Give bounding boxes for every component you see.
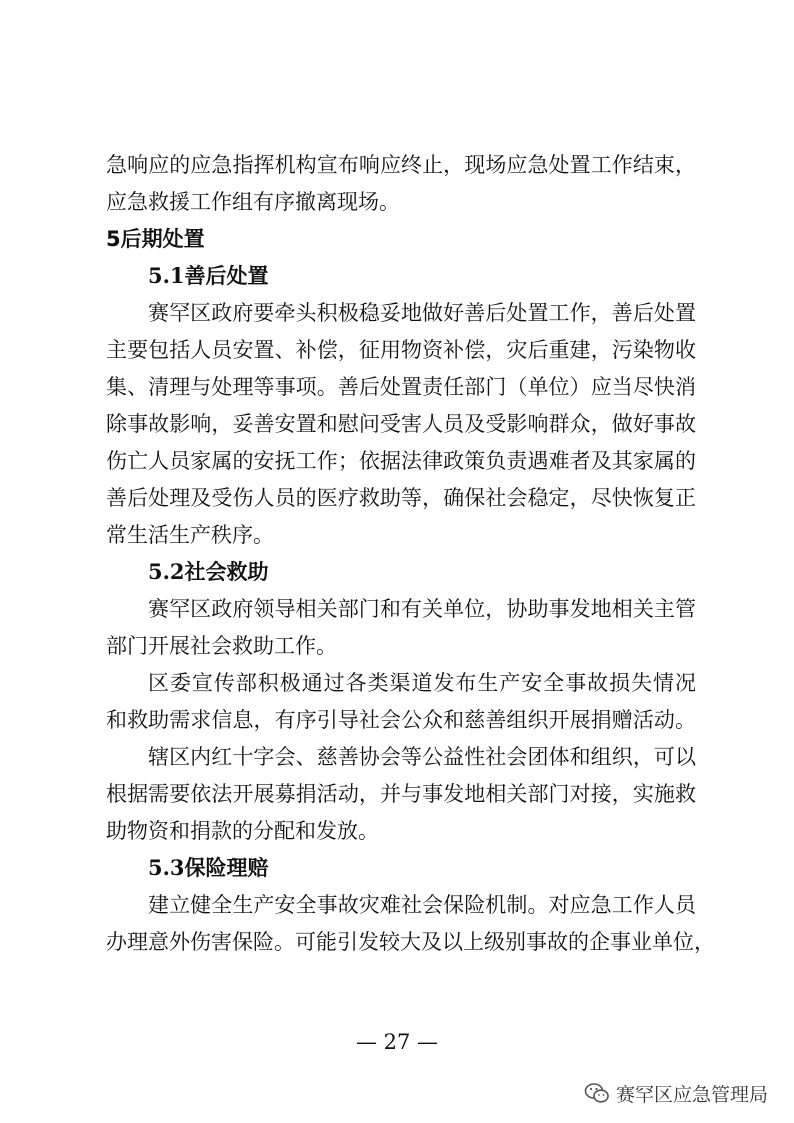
page-number: — 27 — — [355, 1030, 439, 1054]
subsection-heading: 5.3保险理赔 — [148, 855, 269, 880]
body-line: 办理意外伤害保险。可能引发较大及以上级别事故的企事业单位， — [106, 930, 715, 954]
body-line: 应急救援工作组有序撤离现场。 — [106, 190, 400, 214]
section-heading: 5后期处置 — [106, 227, 205, 251]
watermark-text: 赛罕区应急管理局 — [615, 1083, 768, 1106]
body-line: 助物资和捐款的分配和发放。 — [106, 819, 379, 843]
body-line: 建立健全生产安全事故灾难社会保险机制。对应急工作人员 — [148, 893, 696, 917]
body-line: 急响应的应急指挥机构宣布响应终止，现场应急处置工作结束， — [106, 153, 696, 177]
body-line: 辖区内红十字会、慈善协会等公益性社会团体和组织，可以 — [148, 745, 696, 769]
body-line: 除事故影响，妥善安置和慰问受害人员及受影响群众，做好事故 — [106, 412, 696, 436]
subsection-heading: 5.1善后处置 — [148, 263, 269, 288]
body-line: 赛罕区政府要牵头积极稳妥地做好善后处置工作，善后处置 — [148, 301, 696, 325]
body-line: 赛罕区政府领导相关部门和有关单位，协助事发地相关主管 — [148, 597, 696, 621]
body-line: 常生活生产秩序。 — [106, 523, 274, 547]
subsection-heading: 5.2社会救助 — [148, 559, 269, 584]
body-line: 伤亡人员家属的安抚工作；依据法律政策负责遇难者及其家属的 — [106, 449, 696, 473]
body-line: 区委宣传部积极通过各类渠道发布生产安全事故损失情况 — [148, 671, 696, 695]
body-line: 集、清理与处理等事项。善后处置责任部门（单位）应当尽快消 — [106, 375, 696, 399]
body-line: 善后处理及受伤人员的医疗救助等，确保社会稳定，尽快恢复正 — [106, 486, 696, 510]
wechat-icon — [584, 1082, 610, 1104]
body-line: 和救助需求信息，有序引导社会公众和慈善组织开展捐赠活动。 — [106, 708, 696, 732]
body-line: 主要包括人员安置、补偿，征用物资补偿，灾后重建，污染物收 — [106, 338, 696, 362]
watermark — [584, 1078, 768, 1108]
body-line: 根据需要依法开展募捐活动，并与事发地相关部门对接，实施救 — [106, 782, 696, 806]
body-line: 部门开展社会救助工作。 — [106, 634, 337, 658]
